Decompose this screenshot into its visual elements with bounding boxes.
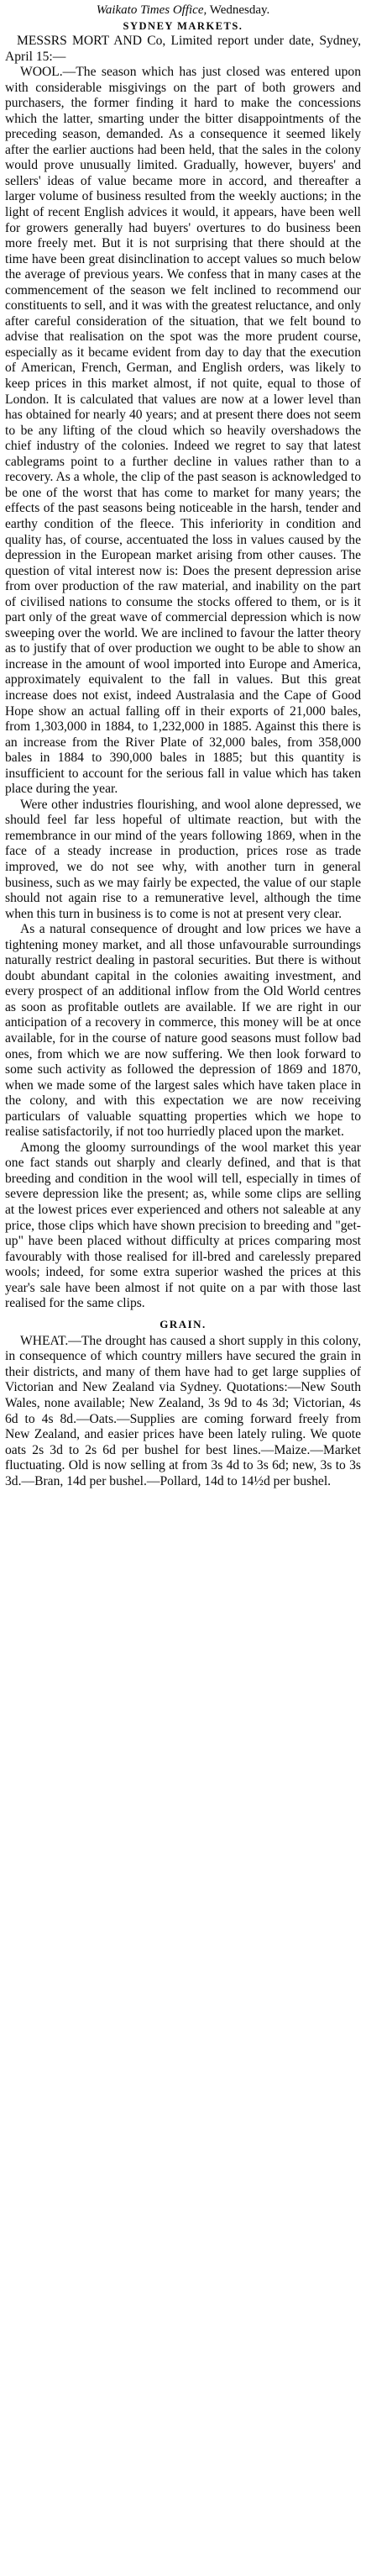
article-paragraph-wheat: WHEAT.—The drought has caused a short supply in this colony, in consequence of which country millers have secured the grain in their districts, and many of them have had to get large supplies of Victorian and New Zealand via Sydney. Quotations:—New South Wales, none available; New Zealand, 3s 9d to 4s 3d; Victorian, 4s 6d to 4s 8d.—Oats.—Supplies are coming forward freely from New Zealand, and easier prices have been lately ruling. We quote oats 2s 3d to 2s 6d per bushel for best lines.—Maize.—Market fluctuating. Old is now selling at from 3s 4d to 3s 6d; new, 3s to 3s 3d.—Bran, 14d per bushel.—Pollard, 14d to 14½d per bushel. xyxy=(5,1333,361,1488)
report-intro: MESSRS MORT AND Co, Limited report under date, Sydney, April 15:— xyxy=(5,34,361,64)
dateline xyxy=(5,2,361,18)
article-paragraph-wool: WOOL.—The season which has just closed was entered upon with considerable misgivings on the part of both growers and purchasers, the former finding it hard to make the concessions which the latter, smarting under the bitter disappointments of the preceding season, demanded. As a consequence it seemed likely after the earlier auctions had been held, that the sales in the colony would prove unusually limited. Gradually, however, buyers' and sellers' ideas of value became more in accord, and thereafter a larger volume of business resulted from the weekly auctions; in the light of recent English advices it would, it appears, have been well for growers generally had buyers' overtures to do business been more freely met. But it is not surprising that there should at the time have been great disinclination to accept values so much below the average of previous years. We confess that in many cases at the commencement of the season we felt inclined to recommend our constituents to sell, and it was with the greatest reluctance, and only after careful consideration of the situation, that we felt bound to advise that realisation on the spot was the more prudent course, especially as it became evident from day to day that the execution of American, French, German, and English orders, was likely to keep prices in this market almost, if not quite, equal to those of London. It is calculated that values are now at a lower level than has obtained for nearly 40 years; and at present there does not seem to be any lifting of the cloud which so heavily overshadows the chief industry of the colonies. Indeed we regret to say that latest cablegrams point to a further decline in values rather than to a recovery. As a whole, the clip of the past season is acknowledged to be one of the worst that has come to market for many years; the effects of the past seasons being noticeable in the harsh, tender and earthy condition of the fleece. This inferiority in condition and quality has, of course, accentuated the loss in values caused by the depression in the European market arising from other causes. The question of vital interest now is: Does the present depression arise from over production of the raw material, and inability on the part of civilised nations to consume the stocks offered to them, or is it part only of the great wave of commercial depression which is now sweeping over the world. We are inclined to favour the latter theory as to justify that of over production we ought to be able to show an increase in the amount of wool imported into Europe and America, approximately equivalent to the fall in values. But this great increase does not exist, indeed Australasia and the Cape of Good Hope show an actual falling off in their exports of 21,000 bales, from 1,303,000 in 1884, to 1,232,000 in 1885. Against this there is an increase from the River Plate of 32,000 bales, from 358,000 bales in 1884 to 390,000 bales in 1885; but this quantity is insufficient to account for the serious fall in value which has taken place during the year. xyxy=(5,65,361,797)
article-paragraph-money-market: As a natural consequence of drought and low prices we have a tightening money market, and all those unfavourable surroundings naturally restrict dealing in pastoral securities. But there is without doubt abundant capital in the colonies awaiting investment, and every prospect of an additional inflow from the Old World centres as soon as profitable outlets are available. If we are right in our anticipation of a recovery in commerce, this money will be at once available, for in the course of nature good seasons must follow bad ones, from which we are now suffering. We then look forward to some such activity as followed the depression of 1869 and 1870, when we made some of the largest sales which have taken place in the colony, and with this expectation we are now receiving particulars of valuable squatting properties which we hope to realise satisfactorily, if not too hurriedly placed upon the market. xyxy=(5,922,361,1140)
section-heading-sydney-markets: SYDNEY MARKETS. xyxy=(123,20,243,32)
dateline-source: Waikato Times Office, xyxy=(96,3,207,17)
article-paragraph-industries: Were other industries flourishing, and wool alone depressed, we should feel far less hopeful of ultimate reaction, but with the remembrance in our mind of the years following 1869, when in the face of a steady increase in production, prices rose as trade improved, we do not see why, with another turn in general business, such as we may fairly be expected, the value of our staple should not again rise to a remunerative level, although the time when this turn in business is to come is not at present very clear. xyxy=(5,797,361,921)
newspaper-column xyxy=(5,0,361,1489)
article-paragraph-breeding: Among the gloomy surroundings of the wool market this year one fact stands out sharply and clearly defined, and that is that breeding and condition in the wool will tell, especially in times of severe depression like the present; as, while some clips are selling at the lowest prices ever experienced and others not saleable at any price, those clips which have shown precision to breeding and "get-up" have been placed without difficulty at prices comparing most favourably with those realised for ill-bred and carelessly prepared wools; indeed, for some extra superior washed the prices at this year's sale have been almost if not quite on a par with those last realised for the same clips. xyxy=(5,1140,361,1311)
dateline-day: Wednesday. xyxy=(209,3,270,17)
section-heading-grain: GRAIN. xyxy=(159,1317,207,1330)
